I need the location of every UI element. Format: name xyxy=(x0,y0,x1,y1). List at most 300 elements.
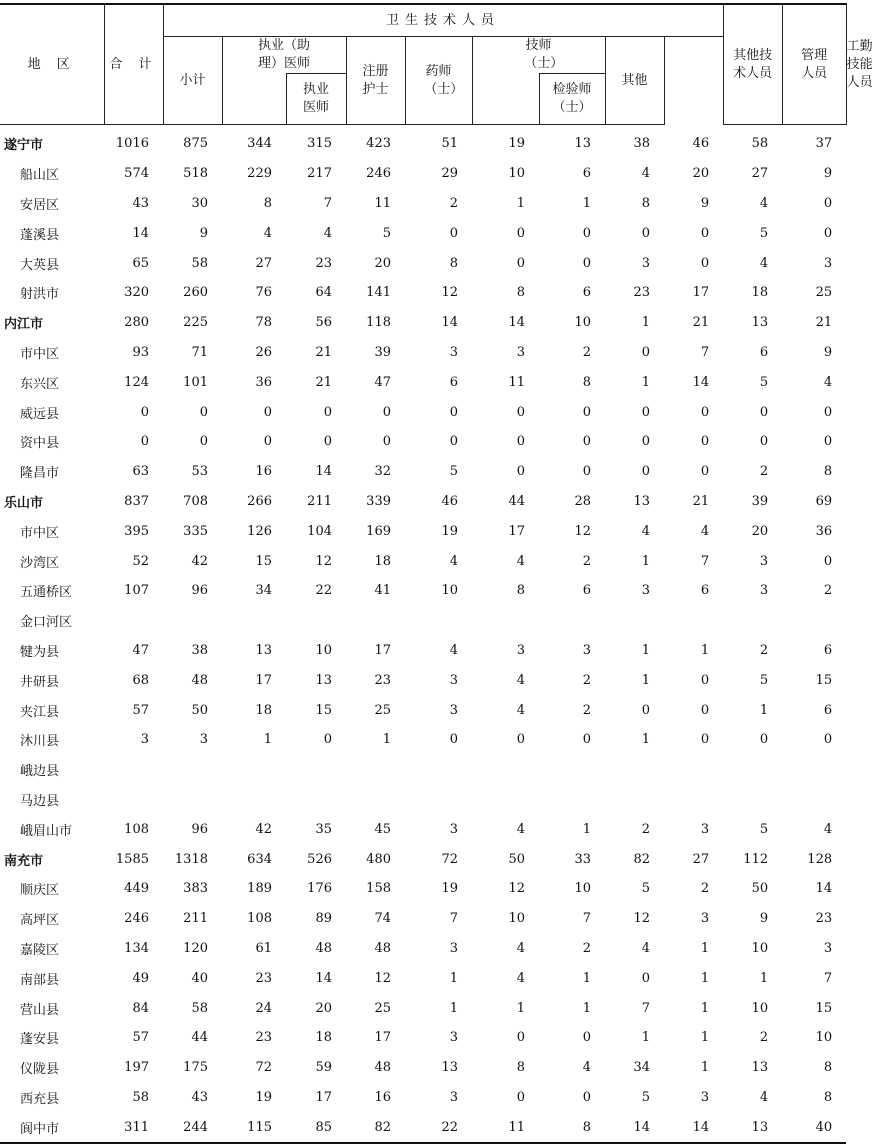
table-cell: 8 xyxy=(263,195,272,211)
table-cell: 8 xyxy=(823,464,833,480)
table-cell: 30 xyxy=(191,195,208,211)
table-cell: 1016 xyxy=(115,136,149,152)
table-cell: 4 xyxy=(823,374,833,390)
table-cell: 19 xyxy=(441,523,458,539)
table-cell: 21 xyxy=(692,493,710,509)
table-cell: 0 xyxy=(516,255,525,271)
table-cell: 5 xyxy=(382,225,391,241)
table-cell: 7 xyxy=(641,1000,650,1016)
table-cell: 0 xyxy=(449,732,458,748)
table-cell: 3 xyxy=(449,702,458,718)
table-cell: 9 xyxy=(759,911,769,927)
table-cell: 9 xyxy=(823,344,833,360)
table-cell: 71 xyxy=(191,344,208,360)
table-cell: 4 xyxy=(641,166,650,182)
table-cell: 10 xyxy=(574,881,591,897)
table-cell: 5 xyxy=(641,881,650,897)
table-cell: 4 xyxy=(323,225,332,241)
table-cell: 2 xyxy=(582,553,591,569)
table-cell: 0 xyxy=(582,225,591,241)
table-cell: 0 xyxy=(641,970,650,986)
table-cell: 197 xyxy=(124,1060,149,1076)
table-cell: 0 xyxy=(582,1089,591,1105)
table-row xyxy=(0,665,846,695)
table-cell: 244 xyxy=(163,1112,222,1143)
table-cell: 3 xyxy=(759,553,769,569)
table-cell: 19 xyxy=(441,881,458,897)
table-cell: 1 xyxy=(700,1030,710,1046)
table-cell: 0 xyxy=(823,732,833,748)
table-cell: 21 xyxy=(815,315,833,331)
table-cell xyxy=(664,785,723,815)
table-cell: 1 xyxy=(263,732,272,748)
table-cell: 82 xyxy=(346,1112,405,1143)
table-cell xyxy=(222,785,286,815)
table-cell: 246 xyxy=(124,911,149,927)
table-cell: 14 xyxy=(315,970,332,986)
table-cell: 17 xyxy=(374,1030,391,1046)
table-cell: 12 xyxy=(633,911,650,927)
table-cell: 8 xyxy=(539,1112,605,1143)
table-cell: 36 xyxy=(255,374,272,390)
table-cell: 2 xyxy=(582,344,591,360)
table-cell xyxy=(605,755,664,785)
table-cell: 708 xyxy=(183,493,208,509)
table-cell: 480 xyxy=(366,851,391,867)
table-cell: 315 xyxy=(307,136,332,152)
table-cell: 0 xyxy=(582,434,591,450)
table-cell: 33 xyxy=(574,851,591,867)
table-cell: 6 xyxy=(823,642,833,658)
table-cell xyxy=(286,606,346,636)
table-cell: 16 xyxy=(255,464,272,480)
table-cell: 23 xyxy=(633,285,650,301)
table-cell: 41 xyxy=(374,583,391,599)
table-cell: 0 xyxy=(823,225,833,241)
table-cell: 58 xyxy=(191,1000,208,1016)
table-cell xyxy=(539,785,605,815)
table-row xyxy=(0,963,846,993)
table-cell: 0 xyxy=(641,464,650,480)
region-name: 阆中市 xyxy=(0,1112,104,1143)
table-cell: 20 xyxy=(374,255,391,271)
table-cell xyxy=(104,755,163,785)
table-cell: 1 xyxy=(700,1000,710,1016)
table-cell: 2 xyxy=(449,195,458,211)
table-row xyxy=(0,993,846,1023)
table-cell: 2 xyxy=(759,1030,769,1046)
table-cell: 0 xyxy=(323,404,332,420)
table-cell: 0 xyxy=(263,404,272,420)
statistics-table xyxy=(0,3,873,1144)
table-cell: 108 xyxy=(247,911,272,927)
table-cell: 16 xyxy=(374,1089,391,1105)
table-cell: 10 xyxy=(508,911,525,927)
table-cell: 449 xyxy=(124,881,149,897)
table-cell: 0 xyxy=(263,434,272,450)
table-cell: 8 xyxy=(516,583,525,599)
table-row xyxy=(0,904,846,934)
table-row xyxy=(0,218,846,248)
table-cell xyxy=(163,755,222,785)
table-cell: 311 xyxy=(104,1112,163,1143)
region-name: 蓬安县 xyxy=(20,1032,60,1048)
table-cell: 0 xyxy=(582,464,591,480)
table-cell: 14 xyxy=(508,315,525,331)
table-row xyxy=(0,785,846,815)
region-name: 五通桥区 xyxy=(20,585,73,601)
table-cell xyxy=(472,755,539,785)
table-cell xyxy=(346,785,405,815)
table-cell: 14 xyxy=(132,225,149,241)
header-total: 合 计 xyxy=(104,4,163,125)
table-cell: 0 xyxy=(516,1030,525,1046)
table-cell: 58 xyxy=(751,136,769,152)
table-cell: 339 xyxy=(366,493,391,509)
table-row xyxy=(0,457,846,487)
region-name: 沙湾区 xyxy=(20,555,60,571)
table-cell: 8 xyxy=(449,255,458,271)
table-cell: 1318 xyxy=(174,851,208,867)
table-cell: 17 xyxy=(374,642,391,658)
region-name: 市中区 xyxy=(20,525,60,541)
table-cell: 37 xyxy=(815,136,833,152)
table-cell: 526 xyxy=(307,851,332,867)
table-cell: 1 xyxy=(700,642,710,658)
table-cell: 141 xyxy=(366,285,391,301)
table-cell: 169 xyxy=(366,523,391,539)
table-cell: 8 xyxy=(823,1089,833,1105)
table-cell: 1 xyxy=(641,374,650,390)
table-row xyxy=(0,367,846,397)
table-cell: 1 xyxy=(449,1000,458,1016)
table-cell: 837 xyxy=(124,493,149,509)
table-cell: 0 xyxy=(700,404,710,420)
table-cell: 10 xyxy=(315,642,332,658)
table-cell: 10 xyxy=(751,940,769,956)
region-name: 遂宁市 xyxy=(4,138,44,154)
table-cell: 72 xyxy=(441,851,458,867)
table-cell: 4 xyxy=(516,940,525,956)
table-cell: 3 xyxy=(582,642,591,658)
table-cell: 9 xyxy=(823,166,833,182)
table-cell: 42 xyxy=(255,821,272,837)
table-row xyxy=(0,516,846,546)
region-name: 井研县 xyxy=(20,674,60,690)
table-cell: 22 xyxy=(315,583,332,599)
table-cell: 101 xyxy=(183,374,208,390)
table-row xyxy=(0,814,846,844)
region-name: 顺庆区 xyxy=(20,883,60,899)
table-row xyxy=(0,1023,846,1053)
table-header: 地 区 合 计 卫生技术人员 其他技术人员 管理人员 工勤技能人员 小计 执业（助理）医师 注册护士 药师（士） 技师（士） 其他 执业医师 检验师（士） xyxy=(0,4,846,125)
table-cell: 51 xyxy=(441,136,458,152)
header-other: 其他 xyxy=(605,37,664,125)
table-cell: 48 xyxy=(191,672,208,688)
table-cell: 4 xyxy=(823,821,833,837)
table-cell: 217 xyxy=(307,166,332,182)
table-row xyxy=(0,606,846,636)
table-cell: 4 xyxy=(516,970,525,986)
table-cell: 344 xyxy=(247,136,272,152)
table-cell xyxy=(539,606,605,636)
table-cell: 17 xyxy=(508,523,525,539)
region-name: 隆昌市 xyxy=(20,466,60,482)
table-cell: 14 xyxy=(664,1112,723,1143)
table-cell xyxy=(286,755,346,785)
table-cell: 4 xyxy=(263,225,272,241)
region-name: 内江市 xyxy=(4,317,44,333)
table-cell xyxy=(723,785,782,815)
table-cell: 10 xyxy=(441,583,458,599)
table-cell: 28 xyxy=(574,493,591,509)
table-cell: 39 xyxy=(751,493,769,509)
table-cell: 2 xyxy=(641,821,650,837)
table-cell: 21 xyxy=(692,315,710,331)
table-cell: 38 xyxy=(191,642,208,658)
region-name: 营山县 xyxy=(20,1002,60,1018)
table-cell: 4 xyxy=(516,672,525,688)
table-cell: 15 xyxy=(815,672,833,688)
table-cell: 34 xyxy=(633,1060,650,1076)
table-cell xyxy=(723,755,782,785)
table-cell: 0 xyxy=(516,1089,525,1105)
table-cell: 4 xyxy=(759,1089,769,1105)
table-cell: 1 xyxy=(641,642,650,658)
table-row xyxy=(0,338,846,368)
table-cell: 48 xyxy=(315,940,332,956)
table-cell: 229 xyxy=(247,166,272,182)
table-cell: 126 xyxy=(247,523,272,539)
table-cell: 3 xyxy=(449,821,458,837)
city-row xyxy=(0,487,846,517)
table-cell: 50 xyxy=(191,702,208,718)
table-cell: 1 xyxy=(449,970,458,986)
table-cell: 875 xyxy=(183,136,208,152)
table-cell: 383 xyxy=(183,881,208,897)
table-cell: 59 xyxy=(315,1060,332,1076)
table-cell: 8 xyxy=(582,374,591,390)
table-row xyxy=(0,874,846,904)
table-row xyxy=(0,546,846,576)
table-cell: 8 xyxy=(823,1060,833,1076)
table-cell: 4 xyxy=(449,642,458,658)
table-cell: 4 xyxy=(759,195,769,211)
table-cell: 1 xyxy=(582,195,591,211)
table-cell: 17 xyxy=(692,285,710,301)
table-row xyxy=(0,576,846,606)
table-cell: 13 xyxy=(255,642,272,658)
table-cell: 6 xyxy=(582,583,591,599)
region-name: 犍为县 xyxy=(20,644,60,660)
table-cell: 48 xyxy=(374,1060,391,1076)
region-name: 西充县 xyxy=(20,1091,60,1107)
table-cell: 4 xyxy=(700,523,710,539)
table-cell: 82 xyxy=(633,851,650,867)
header-licensed-asst-blank xyxy=(222,74,286,125)
table-cell: 10 xyxy=(815,1030,833,1046)
table-cell: 27 xyxy=(255,255,272,271)
table-cell: 1 xyxy=(700,970,710,986)
table-cell: 2 xyxy=(582,672,591,688)
table-cell: 93 xyxy=(132,344,149,360)
table-cell: 0 xyxy=(199,404,208,420)
table-cell: 112 xyxy=(743,851,769,867)
table-row xyxy=(0,934,846,964)
table-row xyxy=(0,1112,846,1143)
table-cell: 280 xyxy=(124,315,149,331)
table-cell: 3 xyxy=(700,821,710,837)
region-name: 马边县 xyxy=(20,793,60,809)
header-region: 地 区 xyxy=(0,4,104,125)
table-cell: 395 xyxy=(124,523,149,539)
table-cell: 18 xyxy=(374,553,391,569)
table-cell: 0 xyxy=(823,434,833,450)
table-cell: 6 xyxy=(759,344,769,360)
table-cell: 3 xyxy=(823,255,833,271)
table-cell: 0 xyxy=(700,672,710,688)
table-cell: 3 xyxy=(449,1089,458,1105)
header-technician: 技师（士） xyxy=(472,37,605,74)
table-cell: 120 xyxy=(183,940,208,956)
table-row xyxy=(0,159,846,189)
table-cell: 1 xyxy=(516,1000,525,1016)
table-cell: 19 xyxy=(255,1089,272,1105)
table-cell: 4 xyxy=(641,523,650,539)
table-cell: 0 xyxy=(516,464,525,480)
header-other-tech: 其他技术人员 xyxy=(723,4,782,125)
table-cell: 96 xyxy=(191,821,208,837)
table-cell: 5 xyxy=(759,821,769,837)
table-cell: 6 xyxy=(700,583,710,599)
table-cell: 0 xyxy=(641,225,650,241)
table-cell: 36 xyxy=(815,523,833,539)
table-cell: 2 xyxy=(700,881,710,897)
table-cell: 0 xyxy=(700,434,710,450)
table-cell: 115 xyxy=(222,1112,286,1143)
table-cell: 0 xyxy=(582,255,591,271)
table-cell: 0 xyxy=(323,434,332,450)
table-cell: 5 xyxy=(759,374,769,390)
header-registered-nurse: 注册护士 xyxy=(346,37,405,125)
table-cell: 12 xyxy=(374,970,391,986)
table-cell: 12 xyxy=(574,523,591,539)
table-cell: 27 xyxy=(692,851,710,867)
table-cell: 35 xyxy=(315,821,332,837)
table-cell: 335 xyxy=(183,523,208,539)
table-cell: 4 xyxy=(641,940,650,956)
table-cell: 13 xyxy=(574,136,591,152)
table-cell xyxy=(605,606,664,636)
table-cell: 320 xyxy=(124,285,149,301)
table-cell: 17 xyxy=(315,1089,332,1105)
table-cell xyxy=(222,755,286,785)
table-cell: 0 xyxy=(700,702,710,718)
table-cell: 13 xyxy=(751,1060,769,1076)
table-cell: 3 xyxy=(759,583,769,599)
table-cell: 1 xyxy=(759,970,769,986)
table-cell: 61 xyxy=(255,940,272,956)
table-cell: 27 xyxy=(751,166,769,182)
table-cell: 118 xyxy=(366,315,391,331)
table-cell: 21 xyxy=(315,344,332,360)
table-cell: 128 xyxy=(807,851,833,867)
table-row xyxy=(0,695,846,725)
table-row xyxy=(0,189,846,219)
table-cell xyxy=(346,606,405,636)
table-cell xyxy=(286,785,346,815)
table-cell xyxy=(782,755,846,785)
table-cell: 42 xyxy=(191,553,208,569)
table-cell xyxy=(605,785,664,815)
table-cell: 175 xyxy=(183,1060,208,1076)
table-cell: 50 xyxy=(508,851,525,867)
table-cell: 7 xyxy=(323,195,332,211)
table-cell: 108 xyxy=(124,821,149,837)
table-cell: 423 xyxy=(366,136,391,152)
table-cell: 21 xyxy=(315,374,332,390)
table-cell: 2 xyxy=(759,464,769,480)
table-cell xyxy=(163,785,222,815)
table-cell: 44 xyxy=(191,1030,208,1046)
table-cell xyxy=(405,755,472,785)
table-cell: 1 xyxy=(759,702,769,718)
table-cell: 260 xyxy=(183,285,208,301)
table-cell: 0 xyxy=(759,404,769,420)
table-cell: 189 xyxy=(247,881,272,897)
table-cell xyxy=(472,606,539,636)
table-cell: 3 xyxy=(449,1030,458,1046)
header-licensed-doctor: 执业医师 xyxy=(286,74,346,125)
table-cell: 23 xyxy=(315,255,332,271)
region-name: 安居区 xyxy=(20,197,60,213)
table-cell: 4 xyxy=(759,255,769,271)
table-cell: 46 xyxy=(692,136,710,152)
table-cell: 57 xyxy=(132,702,149,718)
table-cell: 634 xyxy=(247,851,272,867)
table-cell xyxy=(782,606,846,636)
table-cell: 4 xyxy=(516,553,525,569)
table-cell: 11 xyxy=(508,374,525,390)
table-cell: 25 xyxy=(374,1000,391,1016)
table-cell: 72 xyxy=(255,1060,272,1076)
table-cell: 0 xyxy=(199,434,208,450)
table-cell xyxy=(346,755,405,785)
table-cell: 17 xyxy=(255,672,272,688)
table-cell: 211 xyxy=(183,911,208,927)
table-cell: 15 xyxy=(255,553,272,569)
region-name: 沐川县 xyxy=(20,734,60,750)
region-name: 东兴区 xyxy=(20,376,60,392)
table-cell: 39 xyxy=(374,344,391,360)
table-cell: 58 xyxy=(191,255,208,271)
table-cell: 0 xyxy=(700,225,710,241)
table-cell: 1 xyxy=(516,195,525,211)
table-cell: 518 xyxy=(183,166,208,182)
table-cell: 2 xyxy=(582,940,591,956)
table-cell xyxy=(472,785,539,815)
city-row xyxy=(0,125,846,159)
table-cell: 8 xyxy=(516,1060,525,1076)
region-name: 资中县 xyxy=(20,436,60,452)
table-cell: 13 xyxy=(751,315,769,331)
table-cell: 24 xyxy=(255,1000,272,1016)
table-cell: 134 xyxy=(124,940,149,956)
table-cell: 5 xyxy=(759,672,769,688)
table-cell: 26 xyxy=(255,344,272,360)
table-cell: 4 xyxy=(449,553,458,569)
table-cell: 74 xyxy=(374,911,391,927)
